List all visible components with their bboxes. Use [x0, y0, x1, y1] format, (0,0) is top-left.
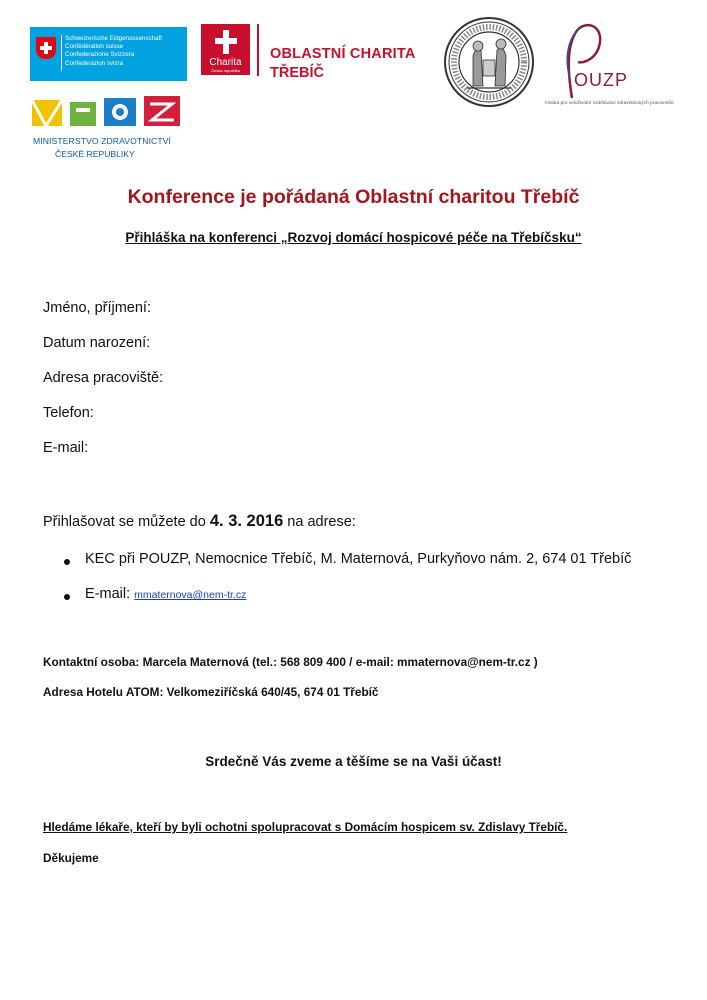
- pouzp-subtitle: Institut pro celoživotní vzdělávání zdravotnických pracovníků: [545, 101, 674, 106]
- registration-prefix: Přihlašovat se můžete do: [43, 514, 206, 530]
- pouzp-text: OUZP: [574, 70, 629, 90]
- contact-person: Kontaktní osoba: Marcela Maternová (tel.: 568 809 400 / e-mail: mmaternova@nem-tr.cz ): [43, 655, 538, 669]
- swiss-line-4: Confederaziun svizra: [65, 59, 124, 67]
- thanks-text: Děkujeme: [43, 851, 99, 865]
- swiss-line-1: Schweizerische Eidgenossenschaft: [65, 35, 162, 42]
- registration-suffix: na adrese:: [287, 514, 356, 530]
- ministry-name-line-2: ČESKÉ REPUBLIKY: [55, 149, 135, 159]
- charita-org-name: OBLASTNÍ CHARITA: [270, 46, 416, 62]
- swiss-line-2: Confédération suisse: [65, 43, 124, 51]
- page-title: Konference je pořádaná Oblastní charitou Třebíč: [127, 186, 580, 208]
- field-birthdate-label: Datum narození:: [43, 335, 151, 351]
- field-phone-label: Telefon:: [43, 405, 94, 421]
- field-workplace-label: Adresa pracoviště:: [43, 370, 164, 386]
- pouzp-p-icon: [558, 18, 658, 110]
- hotel-address: Adresa Hotelu ATOM: Velkomeziříčská 640/45, 674 01 Třebíč: [43, 685, 379, 699]
- charita-divider: [257, 24, 259, 76]
- charita-cross-icon: [215, 30, 237, 54]
- university-seal-icon: [443, 16, 535, 108]
- registration-deadline: [43, 512, 356, 531]
- bullet-icon: [64, 594, 70, 600]
- swiss-confederation-logo: [30, 27, 187, 81]
- bullet-icon: [64, 559, 70, 565]
- swiss-line-3: Confederazione Svizzera: [65, 51, 135, 59]
- ministry-name-line-1: MINISTERSTVO ZDRAVOTNICTVÍ: [33, 136, 172, 146]
- ministry-of-health-logo-icon: [32, 96, 180, 128]
- invitation-text: Srdečně Vás zveme a těšíme se na Vaši účast!: [205, 754, 502, 769]
- page-subtitle: Přihláška na konferenci „Rozvoj domácí hospicové péče na Třebíčsku“: [125, 230, 582, 245]
- swiss-flag-icon: [36, 37, 56, 59]
- field-email-label: E-mail:: [43, 440, 89, 456]
- pouzp-logo: [558, 18, 658, 110]
- registration-email-row: [85, 586, 246, 602]
- charita-logo-label: Charita: [209, 57, 242, 68]
- seeking-doctors-text: Hledáme lékaře, kteří by byli ochotni spolupracovat s Domácím hospicem sv. Zdislavy Třebíč.: [43, 820, 568, 834]
- registration-address: KEC při POUZP, Nemocnice Třebíč, M. Maternová, Purkyňovo nám. 2, 674 01 Třebíč: [85, 551, 632, 567]
- field-name-label: Jméno, příjmení:: [43, 300, 151, 316]
- registration-email-link[interactable]: mmaternova@nem-tr.cz: [134, 589, 247, 601]
- charita-org-city: TŘEBÍČ: [270, 65, 324, 81]
- registration-date: 4. 3. 2016: [209, 512, 284, 530]
- swiss-logo-text: [65, 35, 162, 68]
- charita-logo-sub: Česká republika: [211, 68, 240, 73]
- swiss-logo-divider: [61, 35, 62, 71]
- charita-logo: [201, 24, 250, 75]
- registration-email-label: E-mail:: [85, 586, 131, 602]
